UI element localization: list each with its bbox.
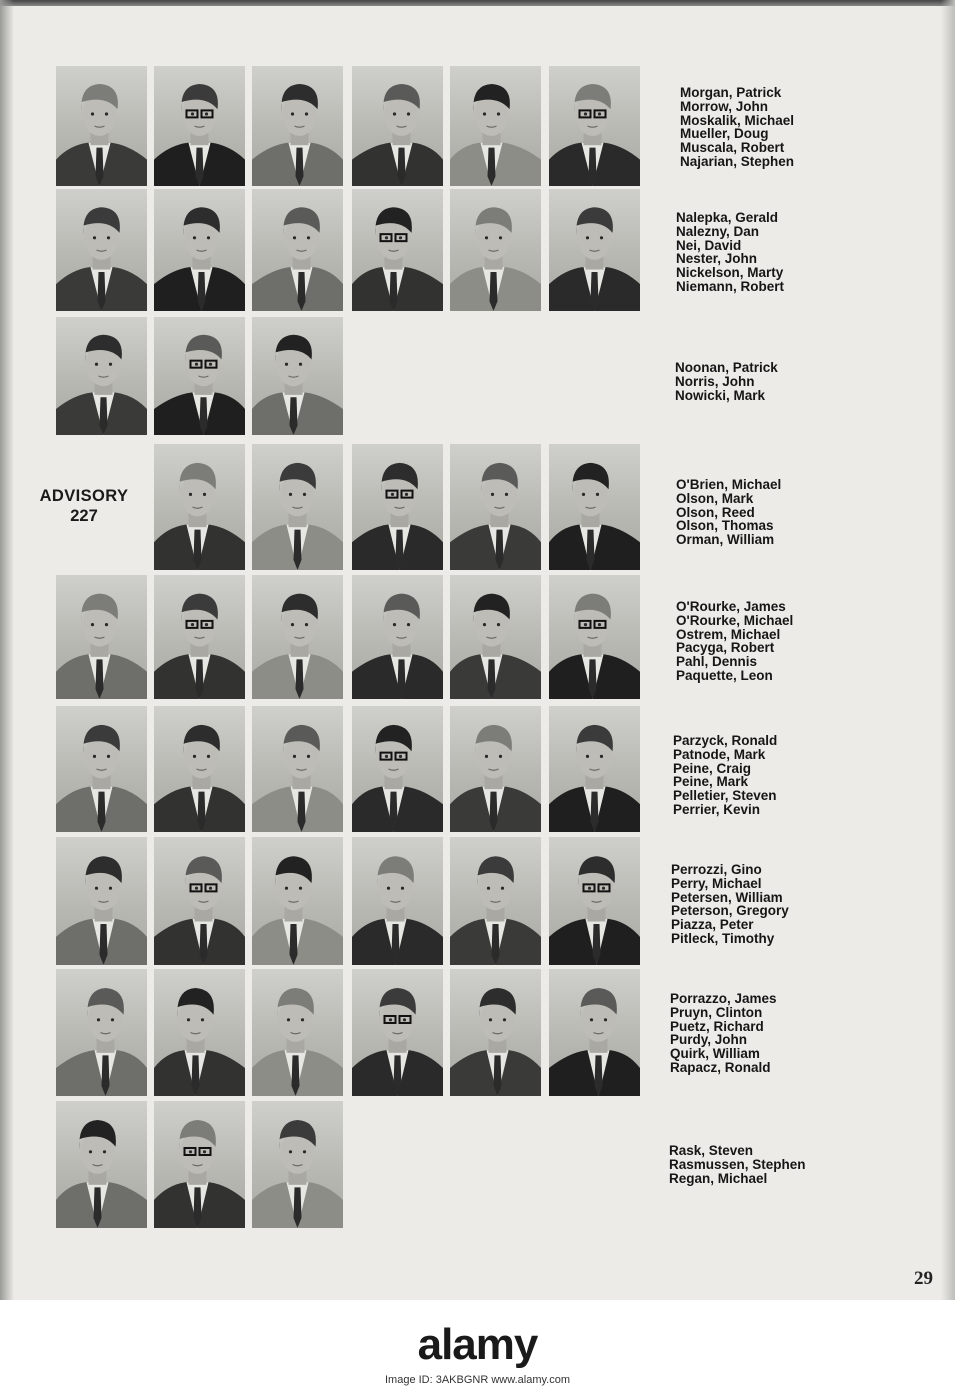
eye-left bbox=[191, 623, 194, 626]
student-name: Orman, William bbox=[676, 532, 775, 548]
eye-right bbox=[505, 493, 508, 496]
eye-right bbox=[299, 887, 302, 890]
student-portrait bbox=[352, 837, 443, 965]
student-portrait bbox=[450, 969, 541, 1096]
student-name: Peterson, Gregory bbox=[671, 903, 789, 919]
eye-left bbox=[584, 112, 587, 115]
student-name: Puetz, Richard bbox=[670, 1018, 764, 1034]
portrait-figure bbox=[352, 706, 443, 832]
student-portrait bbox=[450, 837, 541, 965]
student-name-list bbox=[671, 863, 789, 946]
student-portrait bbox=[352, 575, 443, 699]
student-name: Rasmussen, Stephen bbox=[669, 1156, 806, 1172]
student-portrait bbox=[252, 837, 343, 965]
student-portrait bbox=[252, 444, 343, 570]
eye-right bbox=[209, 363, 212, 366]
portrait-figure bbox=[450, 837, 541, 965]
student-portrait bbox=[549, 189, 640, 311]
eye-right bbox=[305, 623, 308, 626]
eye-left bbox=[391, 493, 394, 496]
portrait-figure bbox=[154, 969, 245, 1096]
eye-left bbox=[582, 493, 585, 496]
eye-left bbox=[485, 755, 488, 758]
student-portrait bbox=[252, 706, 343, 832]
portrait-figure bbox=[154, 66, 245, 186]
student-name: Regan, Michael bbox=[669, 1170, 768, 1186]
student-portrait bbox=[154, 837, 245, 965]
student-name: Norris, John bbox=[675, 373, 755, 389]
student-portrait bbox=[352, 706, 443, 832]
scan-left-edge bbox=[0, 0, 14, 1300]
eye-left bbox=[189, 493, 192, 496]
student-name-list bbox=[669, 1144, 806, 1185]
eye-right bbox=[399, 755, 402, 758]
student-name: O'Rourke, Michael bbox=[676, 612, 794, 628]
eye-left bbox=[586, 236, 589, 239]
student-portrait bbox=[352, 444, 443, 570]
portrait-figure bbox=[352, 837, 443, 965]
eye-left bbox=[187, 1018, 190, 1021]
eye-left bbox=[289, 1150, 292, 1153]
student-name-list bbox=[676, 478, 781, 547]
portrait-figure bbox=[252, 189, 343, 311]
portrait-figure bbox=[56, 1101, 147, 1228]
eye-right bbox=[109, 363, 112, 366]
eye-right bbox=[598, 623, 601, 626]
student-portrait bbox=[450, 575, 541, 699]
student-name: Rapacz, Ronald bbox=[670, 1059, 771, 1075]
student-name: Purdy, John bbox=[670, 1032, 748, 1048]
eye-right bbox=[602, 887, 605, 890]
portrait-figure bbox=[56, 706, 147, 832]
eye-left bbox=[95, 887, 98, 890]
eye-left bbox=[191, 112, 194, 115]
eye-left bbox=[393, 112, 396, 115]
portrait-figure bbox=[252, 706, 343, 832]
portrait-figure bbox=[56, 575, 147, 699]
student-portrait bbox=[56, 969, 147, 1096]
student-name: Morgan, Patrick bbox=[680, 85, 782, 100]
eye-left bbox=[91, 623, 94, 626]
student-name-list bbox=[670, 992, 777, 1075]
student-portrait bbox=[56, 66, 147, 186]
eye-left bbox=[285, 887, 288, 890]
portrait-figure bbox=[56, 66, 147, 186]
eye-right bbox=[600, 236, 603, 239]
eye-right bbox=[405, 493, 408, 496]
eye-left bbox=[293, 236, 296, 239]
student-portrait bbox=[549, 706, 640, 832]
student-name: Peine, Mark bbox=[673, 774, 749, 790]
portrait-figure bbox=[154, 837, 245, 965]
eye-right bbox=[503, 1018, 506, 1021]
student-name: Rask, Steven bbox=[669, 1143, 754, 1158]
student-portrait bbox=[56, 837, 147, 965]
portrait-figure bbox=[450, 706, 541, 832]
portrait-figure bbox=[252, 575, 343, 699]
student-name: Quirk, William bbox=[670, 1046, 760, 1062]
eye-right bbox=[205, 623, 208, 626]
eye-right bbox=[600, 755, 603, 758]
student-name: Porrazzo, James bbox=[670, 991, 777, 1006]
eye-right bbox=[604, 1018, 607, 1021]
student-portrait bbox=[154, 969, 245, 1096]
student-name: Nowicki, Mark bbox=[675, 387, 766, 403]
student-name: Olson, Mark bbox=[676, 490, 754, 506]
student-name-list bbox=[675, 361, 778, 402]
eye-right bbox=[303, 493, 306, 496]
eye-right bbox=[407, 623, 410, 626]
portrait-figure bbox=[450, 575, 541, 699]
eye-right bbox=[307, 755, 310, 758]
portrait-figure bbox=[56, 837, 147, 965]
student-name: Olson, Thomas bbox=[676, 518, 774, 534]
portrait-figure bbox=[56, 189, 147, 311]
eye-left bbox=[285, 363, 288, 366]
portrait-figure bbox=[549, 706, 640, 832]
eye-left bbox=[91, 112, 94, 115]
eye-right bbox=[205, 112, 208, 115]
eye-right bbox=[305, 112, 308, 115]
student-name: Morrow, John bbox=[680, 98, 768, 114]
eye-left bbox=[195, 887, 198, 890]
student-portrait bbox=[549, 444, 640, 570]
eye-right bbox=[403, 1018, 406, 1021]
portrait-figure bbox=[450, 969, 541, 1096]
student-portrait bbox=[450, 66, 541, 186]
student-name: Pacyga, Robert bbox=[676, 640, 775, 656]
student-portrait bbox=[154, 1101, 245, 1228]
student-portrait bbox=[549, 575, 640, 699]
student-portrait bbox=[56, 317, 147, 435]
eye-left bbox=[89, 1150, 92, 1153]
eye-right bbox=[497, 112, 500, 115]
eye-left bbox=[491, 493, 494, 496]
eye-right bbox=[299, 363, 302, 366]
portrait-figure bbox=[450, 189, 541, 311]
portrait-figure bbox=[56, 969, 147, 1096]
eye-left bbox=[385, 236, 388, 239]
student-name: Pahl, Dennis bbox=[676, 654, 758, 670]
portrait-figure bbox=[252, 66, 343, 186]
eye-left bbox=[584, 623, 587, 626]
student-portrait bbox=[450, 189, 541, 311]
portrait-figure bbox=[56, 317, 147, 435]
student-name: Petersen, William bbox=[671, 889, 783, 905]
eye-right bbox=[501, 887, 504, 890]
student-name: Patnode, Mark bbox=[673, 746, 766, 762]
portrait-figure bbox=[549, 969, 640, 1096]
eye-right bbox=[307, 236, 310, 239]
eye-left bbox=[93, 755, 96, 758]
eye-right bbox=[103, 1150, 106, 1153]
student-name: Muscala, Robert bbox=[680, 140, 785, 156]
eye-left bbox=[389, 1018, 392, 1021]
eye-left bbox=[293, 755, 296, 758]
student-portrait bbox=[549, 969, 640, 1096]
eye-right bbox=[407, 112, 410, 115]
eye-left bbox=[287, 1018, 290, 1021]
student-name: Niemann, Robert bbox=[676, 278, 785, 294]
advisory-number: 227 bbox=[70, 507, 98, 525]
eye-right bbox=[598, 112, 601, 115]
eye-left bbox=[195, 363, 198, 366]
eye-left bbox=[393, 623, 396, 626]
portrait-figure bbox=[352, 444, 443, 570]
portrait-figure bbox=[252, 317, 343, 435]
portrait-figure bbox=[352, 66, 443, 186]
student-name: Nei, David bbox=[676, 237, 742, 253]
student-name-list bbox=[676, 600, 793, 683]
portrait-figure bbox=[154, 706, 245, 832]
student-portrait bbox=[252, 317, 343, 435]
eye-right bbox=[399, 236, 402, 239]
portrait-figure bbox=[252, 444, 343, 570]
student-name: Perry, Michael bbox=[671, 875, 762, 891]
student-portrait bbox=[154, 66, 245, 186]
student-name-list bbox=[673, 734, 777, 817]
eye-left bbox=[588, 887, 591, 890]
student-name: Nalezny, Dan bbox=[676, 223, 760, 239]
student-name: Nalepka, Gerald bbox=[676, 210, 779, 225]
watermark-brand: alamy bbox=[417, 1320, 538, 1369]
student-portrait bbox=[252, 969, 343, 1096]
portrait-figure bbox=[154, 317, 245, 435]
portrait-figure bbox=[352, 575, 443, 699]
student-name: Perrozzi, Gino bbox=[671, 862, 762, 877]
portrait-figure bbox=[549, 189, 640, 311]
eye-right bbox=[596, 493, 599, 496]
eye-right bbox=[499, 755, 502, 758]
student-portrait bbox=[450, 444, 541, 570]
eye-left bbox=[193, 755, 196, 758]
portrait-figure bbox=[154, 189, 245, 311]
student-portrait bbox=[549, 66, 640, 186]
portrait-figure bbox=[549, 444, 640, 570]
student-name: Ostrem, Michael bbox=[676, 626, 781, 642]
portrait-figure bbox=[450, 444, 541, 570]
eye-left bbox=[291, 112, 294, 115]
advisory-heading bbox=[24, 487, 144, 526]
student-portrait bbox=[352, 66, 443, 186]
eye-left bbox=[189, 1150, 192, 1153]
student-portrait bbox=[56, 575, 147, 699]
eye-left bbox=[489, 1018, 492, 1021]
eye-right bbox=[105, 623, 108, 626]
watermark-credit: Image ID: 3AKBGNR www.alamy.com bbox=[384, 1374, 570, 1386]
eye-right bbox=[207, 236, 210, 239]
student-name: Najarian, Stephen bbox=[680, 153, 795, 169]
portrait-figure bbox=[352, 969, 443, 1096]
eye-left bbox=[590, 1018, 593, 1021]
student-portrait bbox=[252, 189, 343, 311]
student-portrait bbox=[56, 189, 147, 311]
student-portrait bbox=[56, 1101, 147, 1228]
student-name: Pitleck, Timothy bbox=[671, 930, 775, 946]
student-portrait bbox=[154, 317, 245, 435]
eye-right bbox=[111, 1018, 114, 1021]
student-name: Nester, John bbox=[676, 251, 758, 267]
eye-left bbox=[483, 623, 486, 626]
student-name: Pruyn, Clinton bbox=[670, 1004, 763, 1020]
eye-left bbox=[586, 755, 589, 758]
eye-right bbox=[497, 623, 500, 626]
student-portrait bbox=[549, 837, 640, 965]
portrait-figure bbox=[154, 444, 245, 570]
eye-right bbox=[401, 887, 404, 890]
student-name: Perrier, Kevin bbox=[673, 801, 761, 817]
student-portrait bbox=[154, 189, 245, 311]
student-portrait bbox=[56, 706, 147, 832]
portrait-figure bbox=[154, 575, 245, 699]
portrait-figure bbox=[252, 969, 343, 1096]
student-portrait bbox=[154, 575, 245, 699]
eye-right bbox=[203, 493, 206, 496]
student-name: Peine, Craig bbox=[673, 760, 752, 776]
eye-right bbox=[105, 112, 108, 115]
student-name: Paquette, Leon bbox=[676, 667, 773, 683]
eye-left bbox=[97, 1018, 100, 1021]
scan-top-edge bbox=[0, 0, 955, 6]
eye-right bbox=[201, 1018, 204, 1021]
eye-left bbox=[485, 236, 488, 239]
portrait-figure bbox=[252, 837, 343, 965]
advisory-label: ADVISORY bbox=[39, 487, 129, 505]
eye-left bbox=[385, 755, 388, 758]
student-name: Nickelson, Marty bbox=[676, 265, 784, 281]
student-portrait bbox=[252, 66, 343, 186]
eye-right bbox=[209, 887, 212, 890]
student-portrait bbox=[352, 189, 443, 311]
student-name: Noonan, Patrick bbox=[675, 360, 778, 375]
eye-right bbox=[499, 236, 502, 239]
portrait-figure bbox=[450, 66, 541, 186]
eye-right bbox=[203, 1150, 206, 1153]
eye-left bbox=[291, 623, 294, 626]
student-name: O'Rourke, James bbox=[676, 599, 786, 614]
scan-right-edge bbox=[941, 0, 955, 1300]
eye-left bbox=[483, 112, 486, 115]
student-portrait bbox=[154, 706, 245, 832]
student-portrait bbox=[252, 575, 343, 699]
student-portrait bbox=[154, 444, 245, 570]
student-name: Parzyck, Ronald bbox=[673, 733, 778, 748]
student-portrait bbox=[252, 1101, 343, 1228]
eye-right bbox=[207, 755, 210, 758]
eye-right bbox=[301, 1018, 304, 1021]
student-portrait bbox=[450, 706, 541, 832]
eye-left bbox=[289, 493, 292, 496]
student-name-list bbox=[676, 211, 784, 294]
eye-right bbox=[303, 1150, 306, 1153]
eye-left bbox=[95, 363, 98, 366]
eye-left bbox=[487, 887, 490, 890]
eye-left bbox=[193, 236, 196, 239]
eye-right bbox=[109, 887, 112, 890]
portrait-figure bbox=[549, 837, 640, 965]
page-number: 29 bbox=[914, 1268, 933, 1289]
student-name: Mueller, Doug bbox=[680, 126, 769, 142]
portrait-figure bbox=[154, 1101, 245, 1228]
eye-right bbox=[107, 755, 110, 758]
portrait-figure bbox=[549, 575, 640, 699]
student-name: Moskalik, Michael bbox=[680, 112, 795, 128]
portrait-figure bbox=[352, 189, 443, 311]
student-name: Piazza, Peter bbox=[671, 917, 754, 933]
portrait-figure bbox=[252, 1101, 343, 1228]
student-name: Olson, Reed bbox=[676, 504, 755, 520]
student-portrait bbox=[352, 969, 443, 1096]
portrait-figure bbox=[549, 66, 640, 186]
eye-right bbox=[107, 236, 110, 239]
student-name: O'Brien, Michael bbox=[676, 477, 782, 492]
eye-left bbox=[387, 887, 390, 890]
student-name: Pelletier, Steven bbox=[673, 788, 777, 804]
eye-left bbox=[93, 236, 96, 239]
student-name-list bbox=[680, 86, 794, 169]
